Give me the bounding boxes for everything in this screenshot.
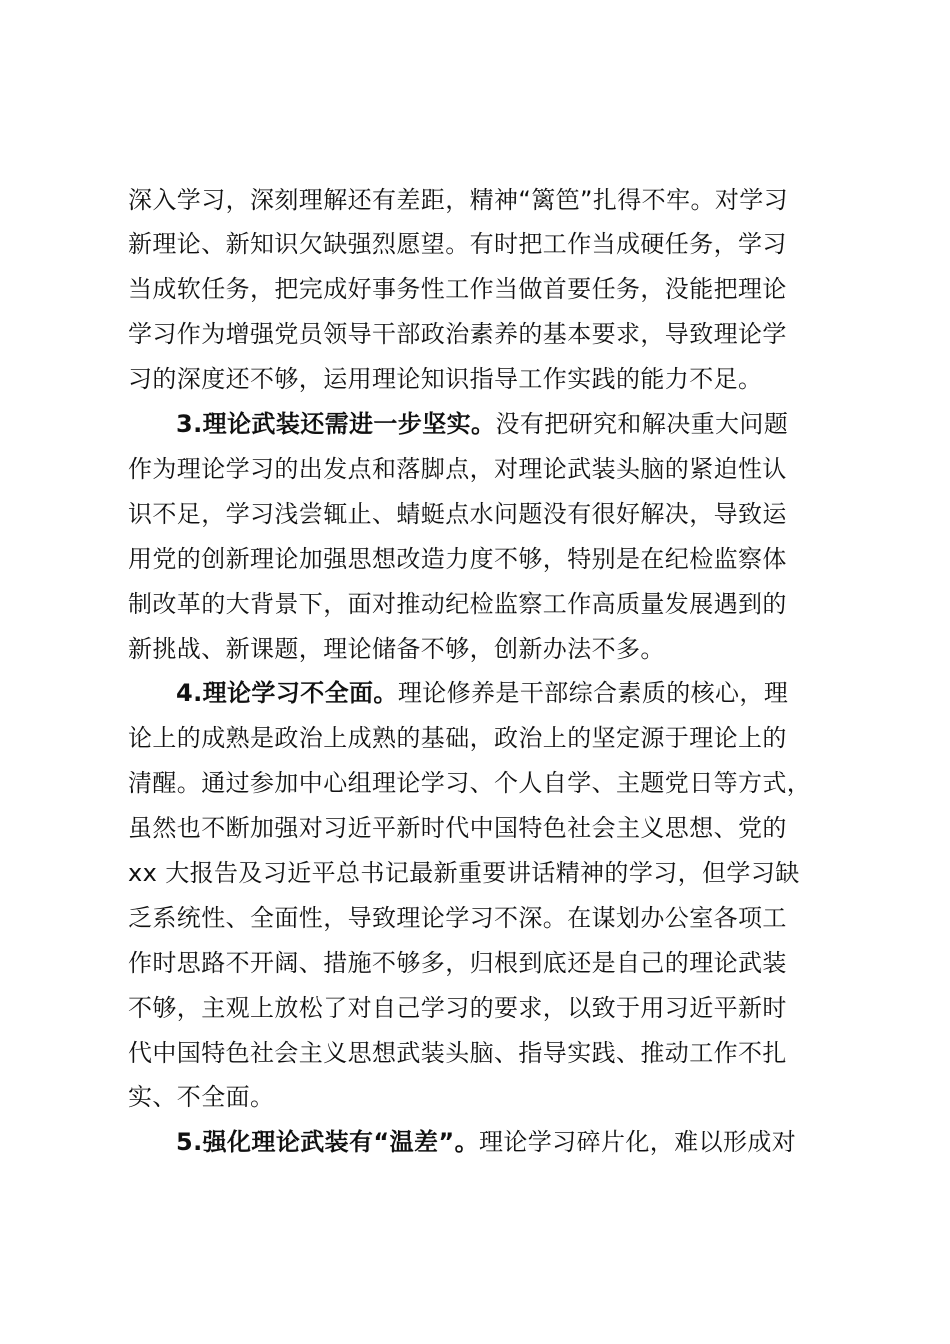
text-line: 乏系统性、全面性，导致理论学习不深。在谋划办公室各项工 (128, 904, 787, 932)
text-line: 清醒。通过参加中心组理论学习、个人自学、主题党日等方式， (128, 769, 812, 797)
text-line: 作为理论学习的出发点和落脚点，对理论武装头脑的紧迫性认 (128, 455, 787, 483)
text-line: 虽然也不断加强对习近平新时代中国特色社会主义思想、党的 (128, 814, 787, 842)
section-4-text: 理论修养是干部综合素质的核心，理 (397, 679, 789, 707)
section-3-text: 没有把研究和解决重大问题 (495, 410, 789, 438)
text-line: 深入学习，深刻理解还有差距，精神“篱笆”扎得不牢。对学习 (128, 186, 789, 214)
section-5-heading: 5.强化理论武装有“温差”。 (176, 1128, 479, 1156)
text-line: 不够，主观上放松了对自己学习的要求，以致于用习近平新时 (128, 994, 787, 1022)
section-5-first-line (176, 1120, 896, 1164)
text-line: 实、不全面。 (128, 1083, 275, 1111)
text-line: 论上的成熟是政治上成熟的基础，政治上的坚定源于理论上的 (128, 724, 787, 752)
text-line: xx 大报告及习近平总书记最新重要讲话精神的学习，但学习缺 (128, 859, 800, 887)
text-line: 识不足，学习浅尝辄止、蜻蜓点水问题没有很好解决，导致运 (128, 500, 787, 528)
text-line: 用党的创新理论加强思想改造力度不够，特别是在纪检监察体 (128, 545, 787, 573)
text-line: 新挑战、新课题，理论储备不够，创新办法不多。 (128, 635, 665, 663)
text-line: 当成软任务，把完成好事务性工作当做首要任务，没能把理论 (128, 275, 787, 303)
text-line: 代中国特色社会主义思想武装头脑、指导实践、推动工作不扎 (128, 1039, 787, 1067)
section-4-first-line (176, 671, 896, 715)
section-3-heading: 3.理论武装还需进一步坚实。 (176, 410, 496, 438)
text-line: 制改革的大背景下，面对推动纪检监察工作高质量发展遇到的 (128, 590, 787, 618)
section-3-first-line (176, 402, 896, 446)
text-line: 新理论、新知识欠缺强烈愿望。有时把工作当成硬任务，学习 (128, 230, 787, 258)
section-4-heading: 4.理论学习不全面。 (176, 679, 398, 707)
text-line: 习的深度还不够，运用理论知识指导工作实践的能力不足。 (128, 365, 763, 393)
text-line: 学习作为增强党员领导干部政治素养的基本要求，导致理论学 (128, 320, 787, 348)
section-5-text: 理论学习碎片化，难以形成对 (478, 1128, 797, 1156)
text-line: 作时思路不开阔、措施不够多，归根到底还是自己的理论武装 (128, 949, 787, 977)
